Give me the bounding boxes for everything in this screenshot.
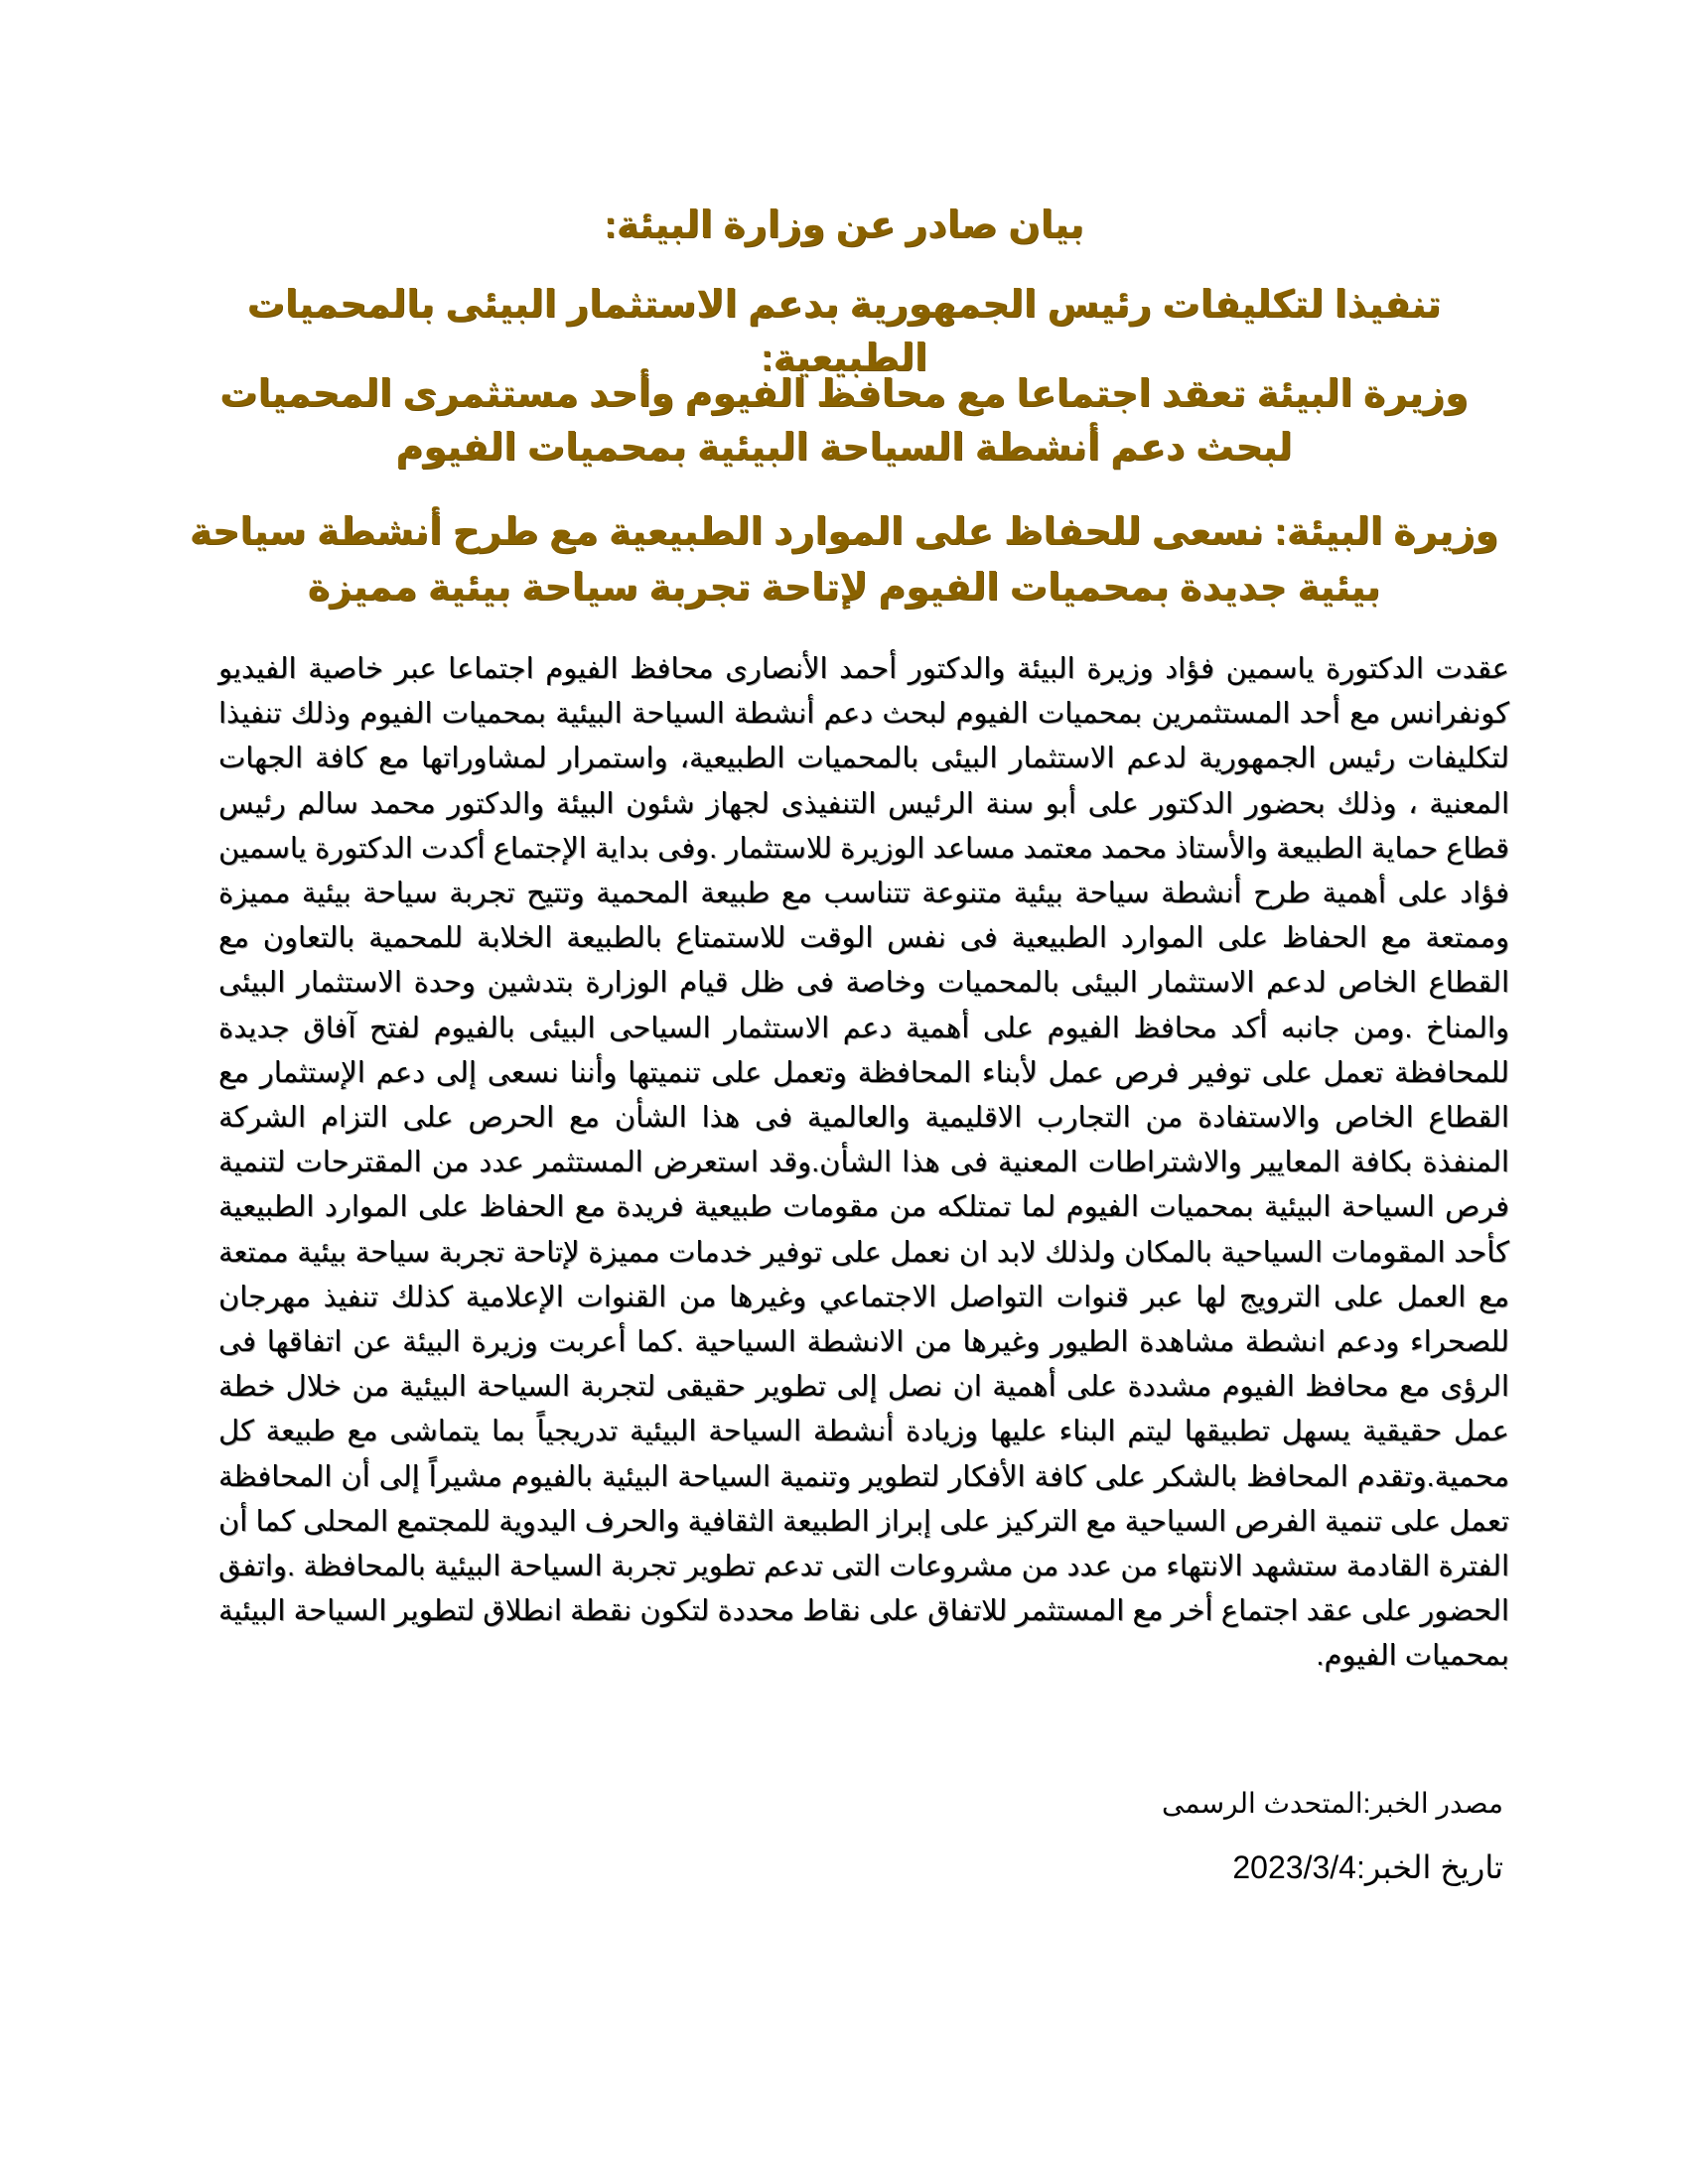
heading-minister-quote: وزيرة البيئة: نسعى للحفاظ على الموارد الطبيعية مع طرح أنشطة سياحة بيئية جديدة بمحميات الفيوم لإتاحة تجربة سياحة بيئية مميزة bbox=[189, 511, 1499, 609]
heading-statement: بيان صادر عن وزارة البيئة: bbox=[604, 205, 1084, 246]
news-date: تاريخ الخبر:2023/3/4 bbox=[1232, 1849, 1503, 1885]
heading-meeting: وزيرة البيئة تعقد اجتماعا مع محافظ الفيوم وأحد مستثمرى المحميات لبحث دعم أنشطة السياحة البيئية بمحميات الفيوم bbox=[219, 373, 1469, 469]
article-body: عقدت الدكتورة ياسمين فؤاد وزيرة البيئة والدكتور أحمد الأنصارى محافظ الفيوم اجتماعا عبر خاصية الفيديو كونفرانس مع أحد المستثمرين بمحميات الفيوم لبحث دعم أنشطة السياحة البيئية بمحميات الفيوم وذلك تنفيذا لتكليفات رئيس الجمهورية لدعم الاستثمار البيئى بالمحميات الطبيعية، واستمرار لمشاوراتها مع كافة الجهات المعنية ، وذلك بحضور الدكتور على أبو سنة الرئيس التنفيذى لجهاز شئون البيئة والدكتور محمد سالم رئيس قطاع حماية الطبيعة والأستاذ محمد معتمد مساعد الوزيرة للاستثمار .وفى بداية الإجتماع أكدت الدكتورة ياسمين فؤاد على أهمية طرح أنشطة سياحة بيئية متنوعة تتناسب مع طبيعة المحمية وتتيح تجربة سياحة بيئية مميزة وممتعة مع الحفاظ على الموارد الطبيعية فى نفس الوقت للاستمتاع بالطبيعة الخلابة للمحمية بالتعاون مع القطاع الخاص لدعم الاستثمار البيئى بالمحميات وخاصة فى ظل قيام الوزارة بتدشين وحدة الاستثمار البيئى والمناخ .ومن جانبه أكد محافظ الفيوم على أهمية دعم الاستثمار السياحى البيئى بالفيوم لفتح آفاق جديدة للمحافظة تعمل على توفير فرص عمل لأبناء المحافظة وتعمل على تنميتها وأننا نسعى إلى دعم الإستثمار مع القطاع الخاص والاستفادة من التجارب الاقليمية والعالمية فى هذا الشأن مع الحرص على التزام الشركة المنفذة بكافة المعايير والاشتراطات المعنية فى هذا الشأن.وقد استعرض المستثمر عدد من المقترحات لتنمية فرص السياحة البيئية بمحميات الفيوم لما تمتلكه من مقومات طبيعية فريدة مع الحفاظ على الموارد الطبيعية كأحد المقومات السياحية بالمكان ولذلك لابد ان نعمل على توفير خدمات مميزة لإتاحة تجربة سياحة بيئية ممتعة مع العمل على الترويج لها عبر قنوات التواصل الاجتماعي وغيرها من القنوات الإعلامية كذلك تنفيذ مهرجان للصحراء ودعم انشطة مشاهدة الطيور وغيرها من الانشطة السياحية .كما أعربت وزيرة البيئة عن اتفاقها فى الرؤى مع محافظ الفيوم مشددة على أهمية ان نصل إلى تطوير حقيقى لتجربة السياحة البيئية من خلال خطة عمل حقيقية يسهل تطبيقها ليتم البناء عليها وزيادة أنشطة السياحة البيئية تدريجياً بما يتماشى مع طبيعة كل محمية.وتقدم المحافظ بالشكر على كافة الأفكار لتطوير وتنمية السياحة البيئية بالفيوم مشيراً إلى أن المحافظة تعمل على تنمية الفرص السياحية مع التركيز على إبراز الطبيعة الثقافية والحرف اليدوية للمجتمع المحلى كما أن الفترة القادمة ستشهد الانتهاء من عدد من مشروعات التى تدعم تطوير تجربة السياحة البيئية بالمحافظة .واتفق الحضور على عقد اجتماع أخر مع المستثمر للاتفاق على نقاط محددة لتكون نقطة انطلاق لتطوير السياحة البيئية بمحميات الفيوم. bbox=[218, 653, 1509, 1673]
news-source: مصدر الخبر:المتحدث الرسمى bbox=[1162, 1788, 1503, 1819]
heading-directive: تنفيذا لتكليفات رئيس الجمهورية بدعم الاستثمار البيئى بالمحميات الطبيعية: bbox=[246, 284, 1442, 379]
